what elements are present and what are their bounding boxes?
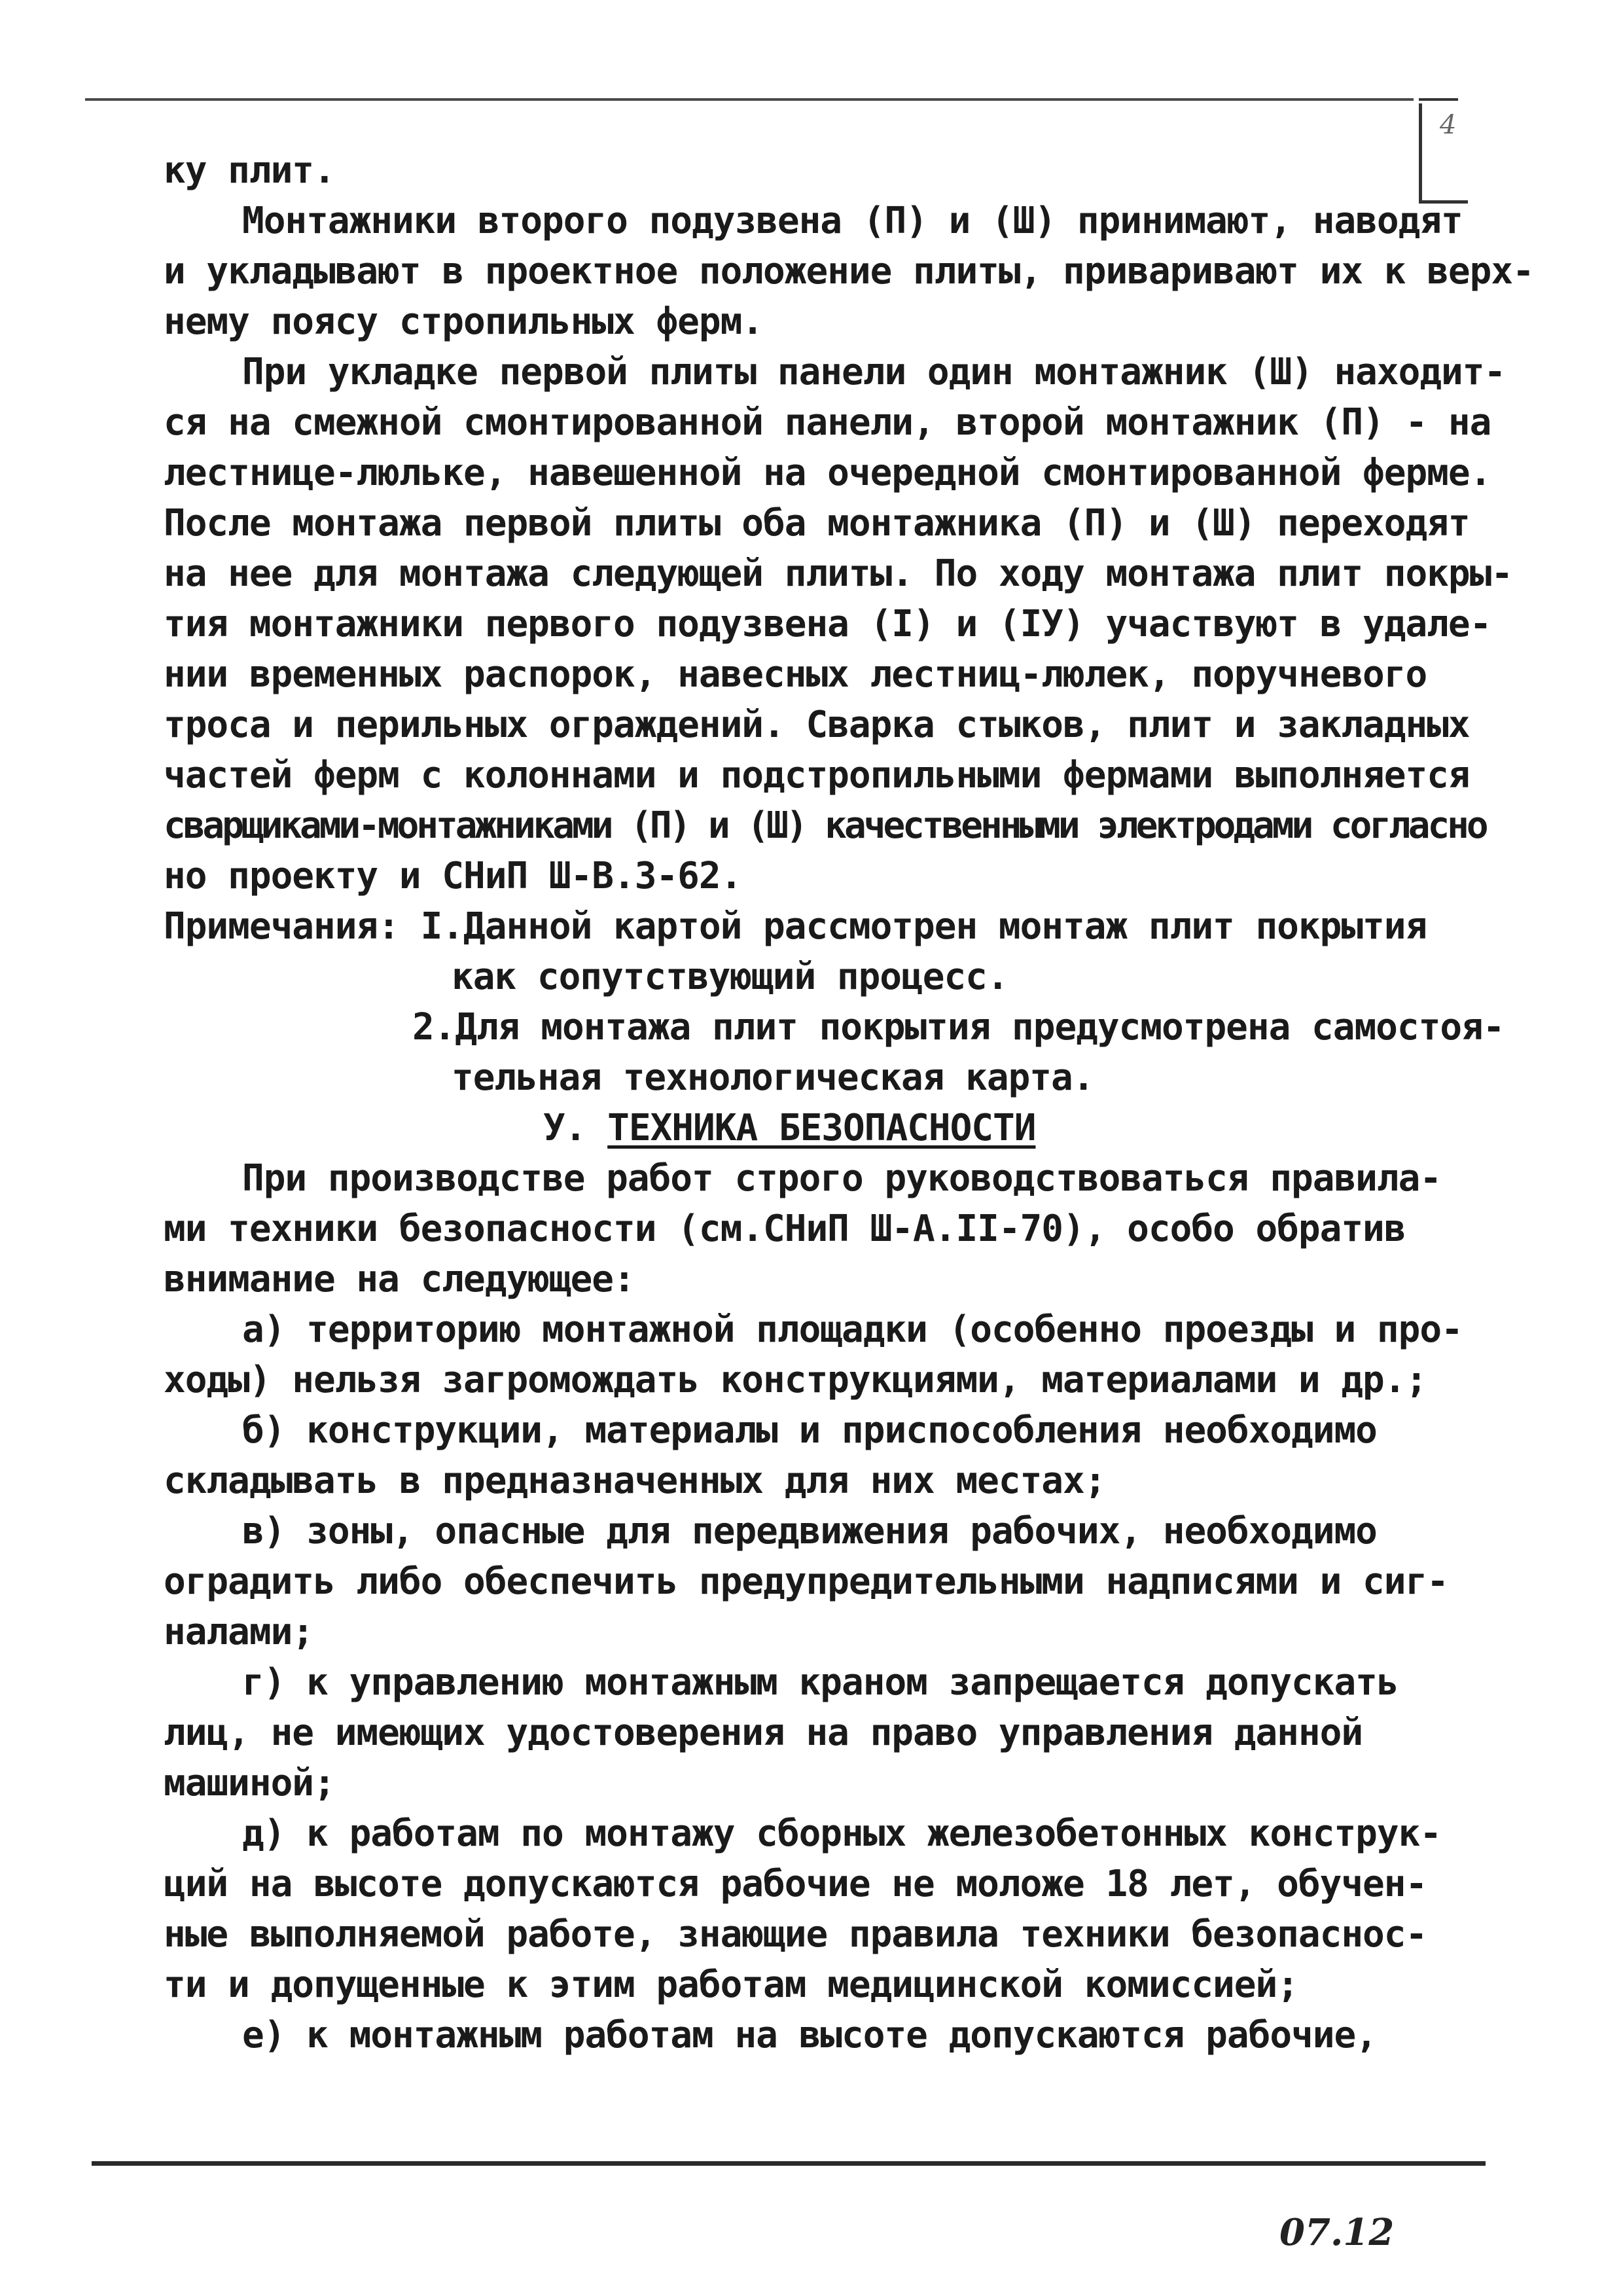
text-line: ти и допущенные к этим работам медицинской комиссией; xyxy=(164,1964,1298,2006)
page-number: 4 xyxy=(1440,110,1457,140)
top-rule xyxy=(85,98,1414,101)
text-line: нии временных распорок, навесных лестниц-люлек, поручневого xyxy=(164,653,1427,696)
text-line: и укладывают в проектное положение плиты, приваривают их к верх- xyxy=(164,250,1534,293)
text-line: При укладке первой плиты панели один монтажник (Ш) находит- xyxy=(242,351,1506,393)
text-line: ми техники безопасности (см.СНиП Ш-А.II-70), особо обратив xyxy=(164,1208,1406,1250)
text-line: оградить либо обеспечить предупредительными надписями и сиг- xyxy=(164,1560,1448,1603)
section-heading xyxy=(164,1103,1472,1153)
list-item: е) к монтажным работам на высоте допускаются рабочие, xyxy=(242,2014,1377,2056)
text-line: лестнице-люльке, навешенной на очередной смонтированной ферме. xyxy=(164,452,1491,494)
text-line: ся на смежной смонтированной панели, второй монтажник (П) - на xyxy=(164,401,1491,444)
notes-line: Примечания: I.Данной картой рассмотрен монтаж плит покрытия xyxy=(164,905,1427,948)
list-item: б) конструкции, материалы и приспособления необходимо xyxy=(242,1409,1377,1452)
list-item: а) территорию монтажной площадки (особенно проезды и про- xyxy=(242,1308,1463,1351)
text-line: на нее для монтажа следующей плиты. По ходу монтажа плит покры- xyxy=(164,552,1513,595)
text-line: лиц, не имеющих удостоверения на право управления данной xyxy=(164,1712,1363,1754)
text-line: После монтажа первой плиты оба монтажника (П) и (Ш) переходят xyxy=(164,502,1470,545)
text-line: Монтажники второго подузвена (П) и (Ш) принимают, наводят xyxy=(242,200,1463,242)
text-line: но проекту и СНиП Ш-В.3-62. xyxy=(164,855,742,897)
text-line: внимание на следующее: xyxy=(164,1258,635,1300)
text-line: машиной; xyxy=(164,1762,335,1804)
text-line: частей ферм с колоннами и подстропильными фермами выполняется xyxy=(164,754,1470,797)
section-title: ТЕХНИКА БЕЗОПАСНОСТИ xyxy=(607,1107,1036,1149)
section-number: У. xyxy=(543,1107,608,1149)
text-line: тия монтажники первого подузвена (I) и (IУ) участвуют в удале- xyxy=(164,603,1491,645)
text-line: При производстве работ строго руководствоваться правила- xyxy=(242,1157,1442,1200)
text-line: налами; xyxy=(164,1611,314,1653)
text-line: ные выполняемой работе, знающие правила техники безопаснос- xyxy=(164,1913,1427,1956)
notes-line: 2.Для монтажа плит покрытия предусмотрена самостоя- xyxy=(412,1006,1505,1049)
footer-code: 07.12 xyxy=(1279,2211,1395,2254)
text-line: складывать в предназначенных для них местах; xyxy=(164,1460,1106,1502)
notes-line: тельная технологическая карта. xyxy=(452,1056,1094,1099)
text-line: ку плит. xyxy=(164,149,335,192)
text-line: сварщиками-монтажниками (П) и (Ш) качественными электродами согласно xyxy=(164,804,1486,847)
text-line: ходы) нельзя загромождать конструкциями, материалами и др.; xyxy=(164,1359,1427,1401)
text-line: нему поясу стропильных ферм. xyxy=(164,300,764,343)
text-line: троса и перильных ограждений. Сварка стыков, плит и закладных xyxy=(164,704,1470,746)
list-item: г) к управлению монтажным краном запрещается допускать xyxy=(242,1661,1399,1704)
notes-line: как сопутствующий процесс. xyxy=(452,956,1008,998)
bottom-rule xyxy=(92,2161,1486,2166)
document-body xyxy=(164,145,1534,2060)
list-item: д) к работам по монтажу сборных железобетонных конструк- xyxy=(242,1812,1442,1855)
list-item: в) зоны, опасные для передвижения рабочих, необходимо xyxy=(242,1510,1377,1552)
text-line: ций на высоте допускаются рабочие не моложе 18 лет, обучен- xyxy=(164,1863,1427,1905)
